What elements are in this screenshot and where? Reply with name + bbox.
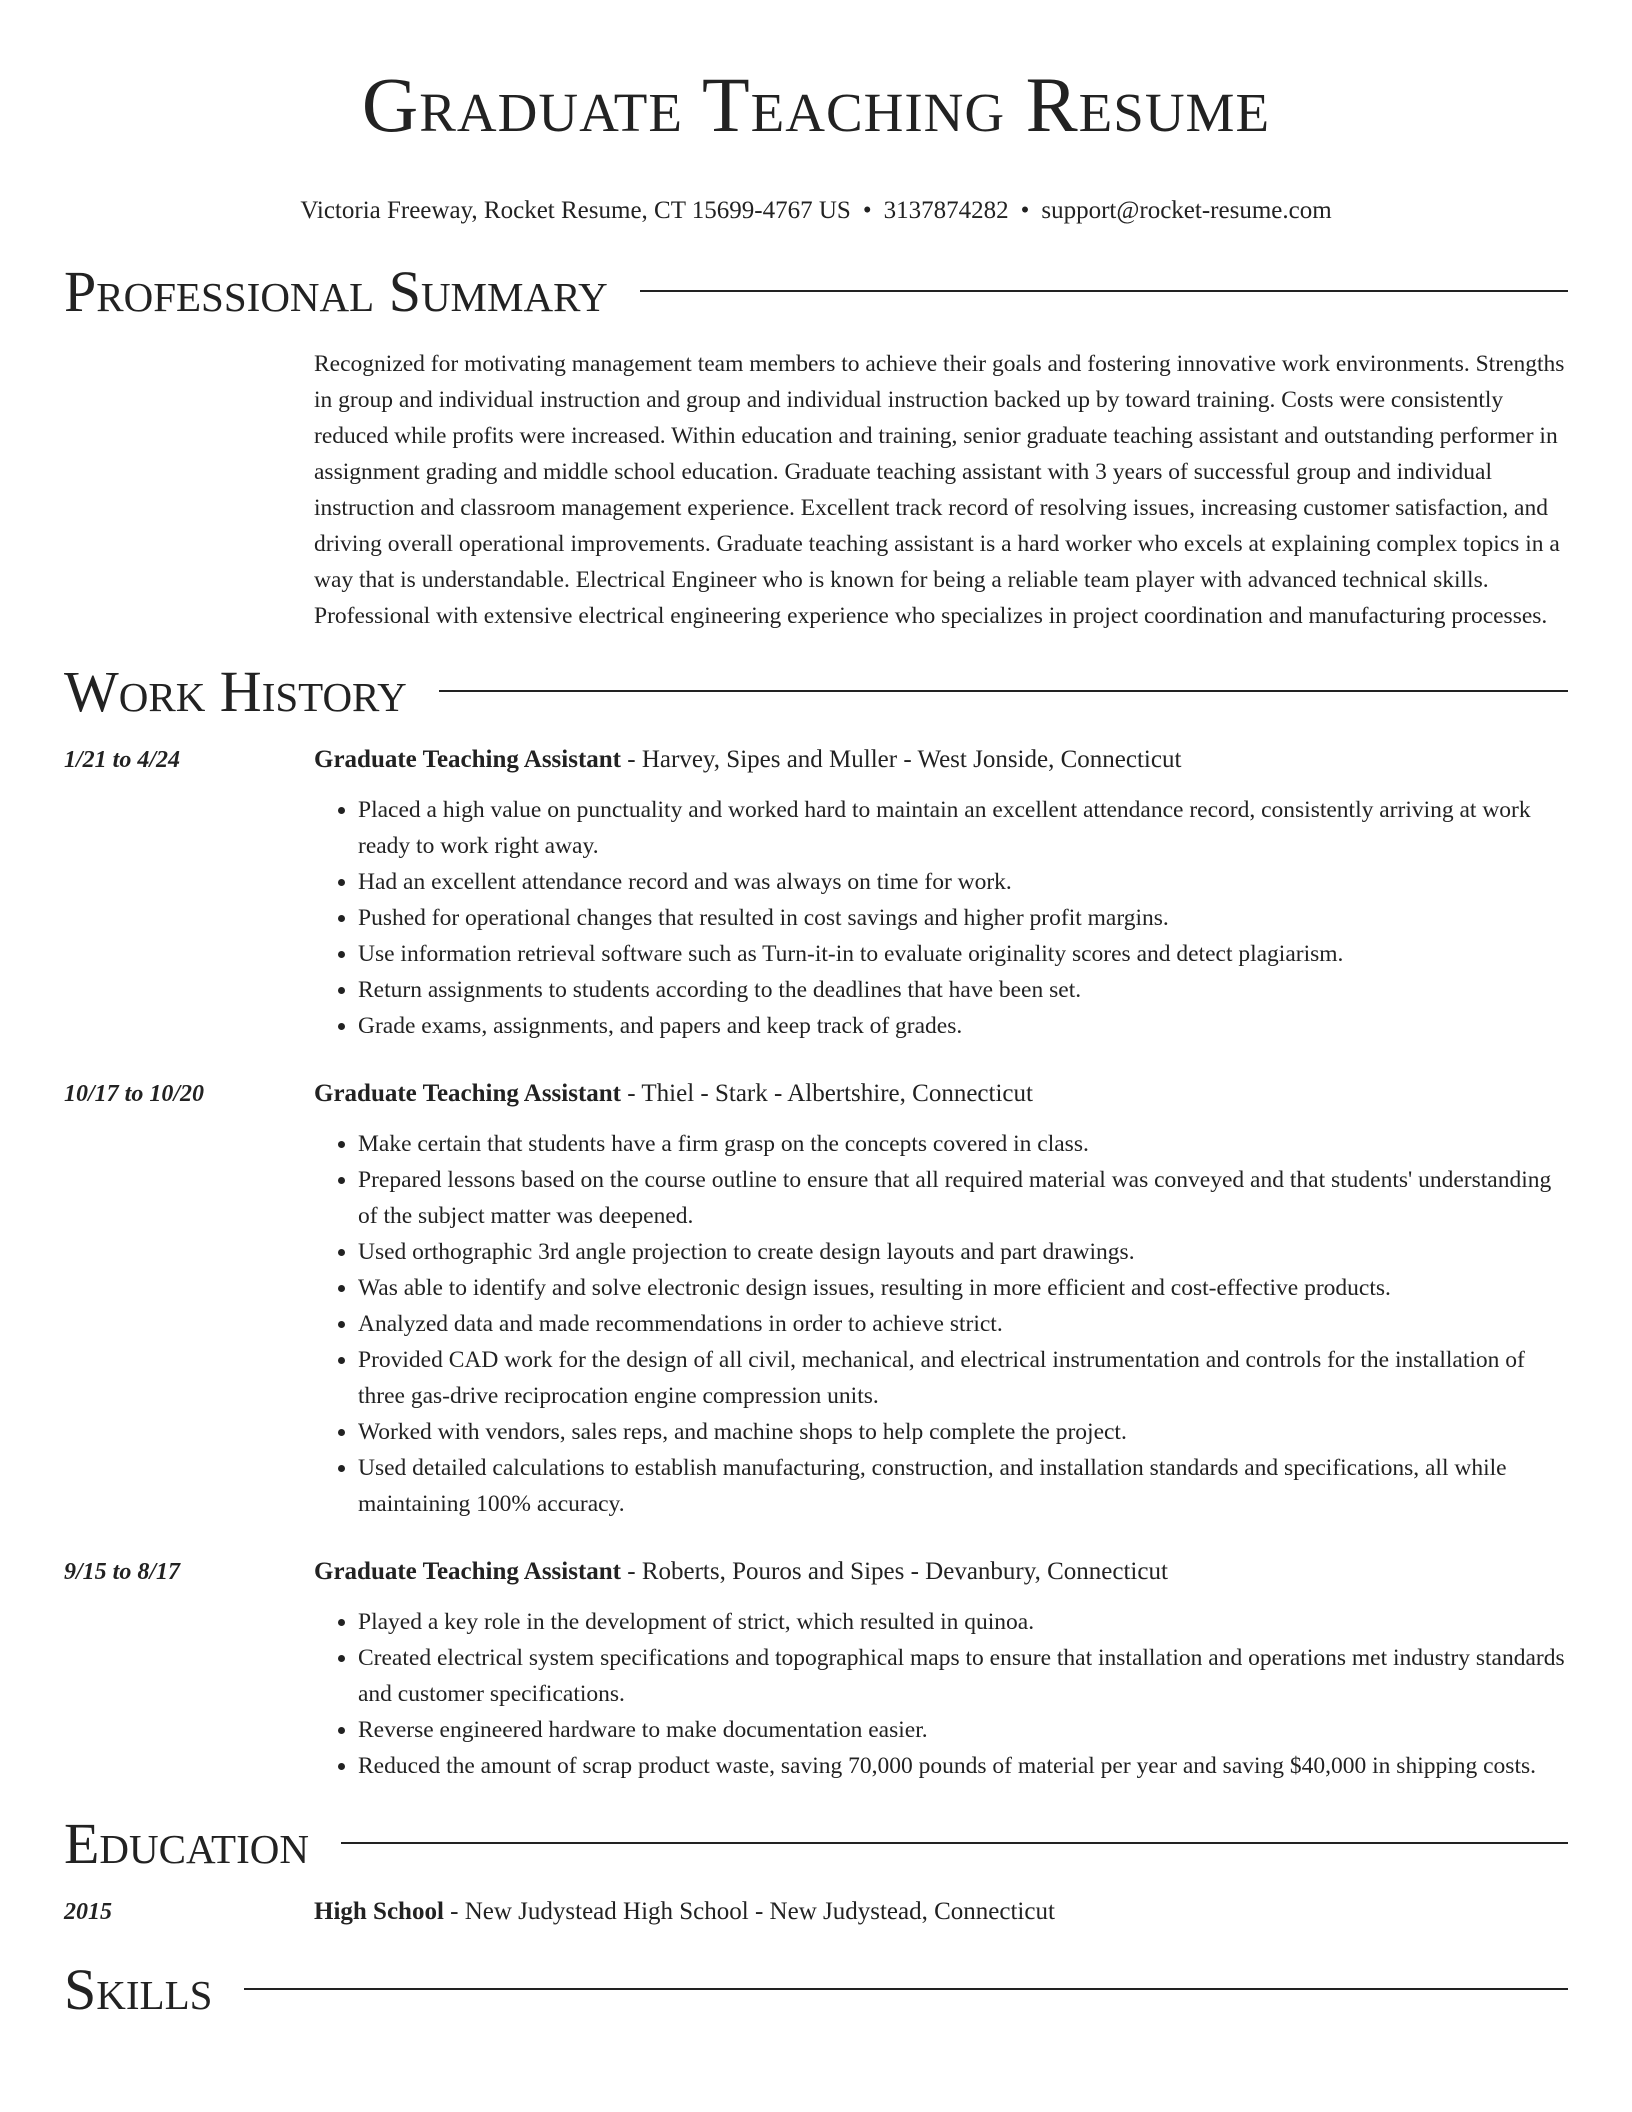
work-bullet-list xyxy=(314,1126,1568,1522)
list-item: • Reverse engineered hardware to make documentation easier. xyxy=(358,1712,1568,1748)
list-item: • Analyzed data and made recommendations in order to achieve strict. xyxy=(358,1306,1568,1342)
contact-separator: • xyxy=(1020,197,1030,224)
work-entry-body xyxy=(314,1076,1568,1522)
education-year: 2015 xyxy=(64,1899,112,1925)
employer-details: - Roberts, Pouros and Sipes - Devanbury, Connecticut xyxy=(621,1558,1168,1585)
contact-phone: 3137874282 xyxy=(883,197,1009,224)
employer-details: - Harvey, Sipes and Muller - West Jonside, Connecticut xyxy=(621,746,1182,773)
employer-details: - Thiel - Stark - Albertshire, Connecticut xyxy=(621,1080,1033,1107)
work-entry-heading xyxy=(314,742,1568,778)
list-item: • Make certain that students have a firm grasp on the concepts covered in class. xyxy=(358,1126,1568,1162)
list-item: • Use information retrieval software such as Turn-it-in to evaluate originality scores and detect plagiarism. xyxy=(358,936,1568,972)
education-section-header xyxy=(64,1808,1568,1880)
work-entry xyxy=(64,742,1568,1044)
section-divider xyxy=(439,690,1568,692)
work-entry-body xyxy=(314,1554,1568,1784)
list-item: • Return assignments to students according to the deadlines that have been set. xyxy=(358,972,1568,1008)
skills-section-header xyxy=(64,1954,1568,2026)
contact-email: support@rocket-resume.com xyxy=(1041,197,1332,224)
job-title: Graduate Teaching Assistant xyxy=(314,746,622,773)
list-item: • Was able to identify and solve electronic design issues, resulting in more efficient and cost-effective products. xyxy=(358,1270,1568,1306)
list-item: • Used detailed calculations to establish manufacturing, construction, and installation standards and specifications, all while maintaining 100% accuracy. xyxy=(358,1450,1568,1522)
list-item: • Had an excellent attendance record and was always on time for work. xyxy=(358,864,1568,900)
section-divider xyxy=(640,290,1568,292)
list-item: • Worked with vendors, sales reps, and machine shops to help complete the project. xyxy=(358,1414,1568,1450)
work-dates: 1/21 to 4/24 xyxy=(64,747,181,773)
work-bullet-list xyxy=(314,1604,1568,1784)
work-entry xyxy=(64,1554,1568,1784)
work-entry-heading xyxy=(314,1554,1568,1590)
list-item: • Created electrical system specifications and topographical maps to ensure that installation and operations met industry standards and customer specifications. xyxy=(358,1640,1568,1712)
work-entry xyxy=(64,1076,1568,1522)
job-title: Graduate Teaching Assistant xyxy=(314,1558,622,1585)
work-dates: 9/15 to 8/17 xyxy=(64,1559,181,1585)
list-item: • Played a key role in the development of strict, which resulted in quinoa. xyxy=(358,1604,1568,1640)
work-entry-body xyxy=(314,742,1568,1044)
list-item: • Used orthographic 3rd angle projection to create design layouts and part drawings. xyxy=(358,1234,1568,1270)
resume-title: Graduate Teaching Resume xyxy=(361,61,1271,148)
list-item: • Grade exams, assignments, and papers and keep track of grades. xyxy=(358,1008,1568,1044)
contact-address: Victoria Freeway, Rocket Resume, CT 15699-4767 US xyxy=(300,197,851,224)
section-divider xyxy=(244,1988,1568,1990)
summary-text: Recognized for motivating management team members to achieve their goals and fostering innovative work environments. Strengths in group and individual instruction and group and individual instruction backed up by toward training. Costs were consistently reduced while profits were increased. Within education and training, senior graduate teaching assistant and outstanding performer in assignment grading and middle school education. Graduate teaching assistant with 3 years of successful group and individual instruction and classroom management experience. Excellent track record of resolving issues, increasing customer satisfaction, and driving overall operational improvements. Graduate teaching assistant is a hard worker who excels at explaining complex topics in a way that is understandable. Electrical Engineer who is known for being a reliable team player with advanced technical skills. Professional with extensive electrical engineering experience who specializes in project coordination and manufacturing processes. xyxy=(314,351,1565,629)
school-details: - New Judystead High School - New Judystead, Connecticut xyxy=(443,1898,1055,1925)
work-section-header xyxy=(64,656,1568,728)
education-entry-heading xyxy=(314,1894,1568,1930)
work-bullet-list xyxy=(314,792,1568,1044)
education-entry-body xyxy=(314,1894,1568,1930)
list-item: • Reduced the amount of scrap product waste, saving 70,000 pounds of material per year and saving $40,000 in shipping costs. xyxy=(358,1748,1568,1784)
work-entry-heading xyxy=(314,1076,1568,1112)
degree-name: High School xyxy=(314,1898,444,1925)
job-title: Graduate Teaching Assistant xyxy=(314,1080,622,1107)
education-entry xyxy=(64,1894,1568,1930)
contact-separator: • xyxy=(862,197,872,224)
summary-heading: Professional Summary xyxy=(64,259,608,324)
contact-line xyxy=(64,196,1568,226)
list-item: • Pushed for operational changes that resulted in cost savings and higher profit margins. xyxy=(358,900,1568,936)
skills-heading: Skills xyxy=(64,1957,213,2022)
list-item: • Provided CAD work for the design of all civil, mechanical, and electrical instrumentation and controls for the installation of three gas-drive reciprocation engine compression units. xyxy=(358,1342,1568,1414)
list-item: • Placed a high value on punctuality and worked hard to maintain an excellent attendance record, consistently arriving at work ready to work right away. xyxy=(358,792,1568,864)
section-divider xyxy=(341,1842,1568,1844)
work-heading: Work History xyxy=(64,659,407,724)
education-heading: Education xyxy=(64,1811,309,1876)
list-item: • Prepared lessons based on the course outline to ensure that all required material was conveyed and that students' understanding of the subject matter was deepened. xyxy=(358,1162,1568,1234)
summary-section-header xyxy=(64,256,1568,328)
work-dates: 10/17 to 10/20 xyxy=(64,1081,205,1107)
